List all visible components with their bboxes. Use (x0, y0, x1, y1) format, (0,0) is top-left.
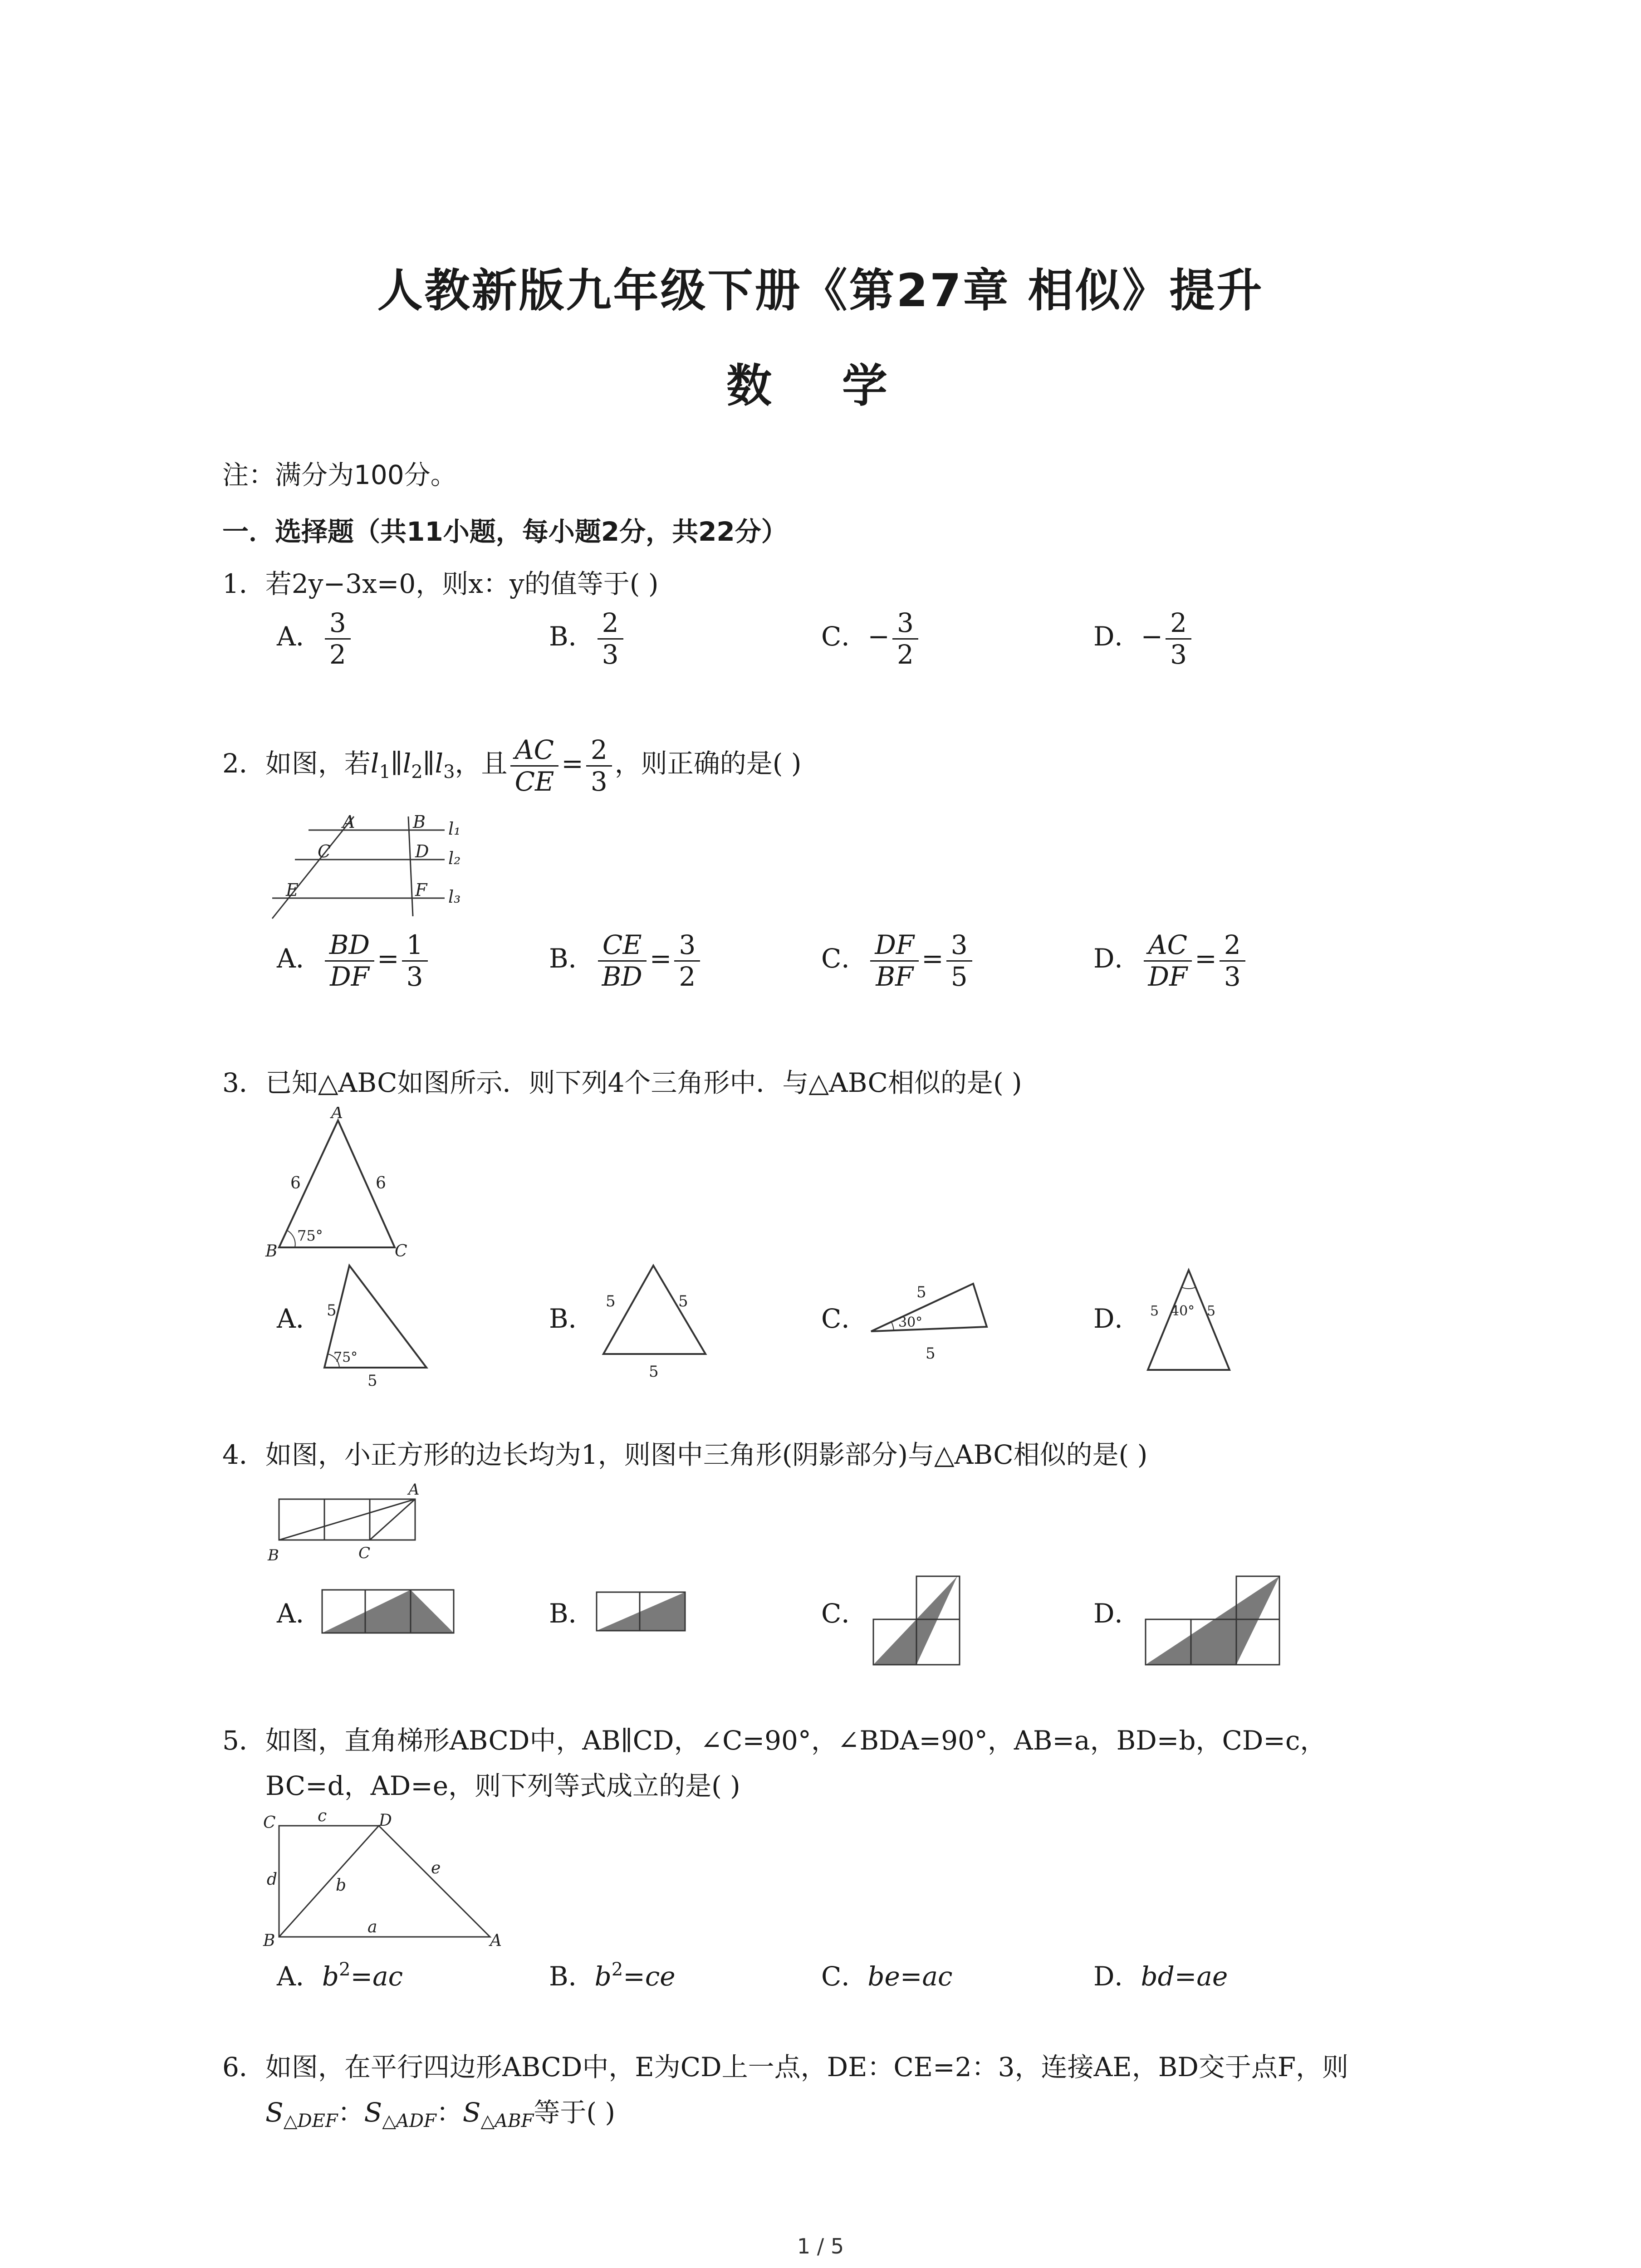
question-5-stem-line-1: 5．如图，直角梯形ABCD中，AB∥CD，∠C=90°，∠BDA=90°，AB=a，BD=b，CD=c， (222, 1725, 1327, 1756)
q4-option-a-figure (318, 1583, 463, 1637)
q3-label-c: C (395, 1242, 407, 1261)
q2-label-l3: l₃ (448, 887, 461, 907)
q3-option-b-triangle (585, 1256, 721, 1388)
q5-option-c: C．be=ac (821, 1961, 953, 1992)
section-heading: 一．选择题（共11小题，每小题2分，共22分） (222, 516, 788, 547)
q1-option-c: C．− $\frac{3}{2}$ (821, 608, 921, 670)
q3-side-ab: 6 (290, 1174, 301, 1193)
score-note: 注：满分为100分。 (222, 459, 457, 490)
q3-b-side-2: 5 (678, 1292, 688, 1310)
q3-option-d-label: D． (1093, 1303, 1141, 1334)
q3-triangle-abc-figure (259, 1107, 413, 1261)
q3-a-side-1: 5 (327, 1301, 337, 1320)
q5-option-b: B．$b^2=ce$ (549, 1959, 676, 1992)
q3-angle-b: 75° (297, 1227, 323, 1244)
q2-label-b: B (413, 812, 426, 832)
q5-side-a: a (367, 1918, 377, 1936)
q4-option-b-label: B． (549, 1598, 595, 1629)
q3-d-angle: 40° (1171, 1303, 1195, 1319)
q2-label-l2: l₂ (448, 848, 461, 868)
q4-label-a: A (408, 1481, 420, 1499)
q4-grid-abc-figure (259, 1474, 440, 1569)
question-3-stem: 3．已知△ABC如图所示．则下列4个三角形中．与△ABC相似的是( ) (222, 1067, 1022, 1098)
question-6-stem-line-1: 6．如图，在平行四边形ABCD中，E为CD上一点，DE：CE=2：3，连接AE，BD交于点F，则 (222, 2052, 1349, 2082)
q4-option-d-figure (1141, 1569, 1286, 1669)
q5-option-a: A．$b^2=ac$ (277, 1959, 403, 1992)
q3-option-c-label: C． (821, 1303, 868, 1334)
question-4-stem: 4．如图，小正方形的边长均为1，则图中三角形(阴影部分)与△ABC相似的是( ) (222, 1439, 1148, 1470)
q2-label-a: A (343, 812, 355, 832)
q2-option-a: A． $\frac{BD}{DF}$ = $\frac{1}{3}$ (277, 930, 431, 992)
page-number: 1 / 5 (797, 2234, 844, 2258)
q3-a-side-2: 5 (367, 1372, 377, 1388)
q1-option-d: D．− $\frac{2}{3}$ (1093, 608, 1194, 670)
q3-option-b-label: B． (549, 1303, 595, 1334)
q3-a-angle: 75° (333, 1349, 358, 1365)
q3-d-side-1: 5 (1150, 1303, 1159, 1319)
q3-label-b: B (265, 1242, 278, 1261)
q5-label-b: B (263, 1931, 275, 1950)
q2-label-f: F (415, 880, 427, 900)
q5-label-a: A (490, 1931, 502, 1950)
q3-d-side-2: 5 (1207, 1303, 1216, 1319)
q2-option-c: C． $\frac{DF}{BF}$ = $\frac{3}{5}$ (821, 930, 975, 992)
q3-option-d-triangle (1139, 1261, 1248, 1379)
q5-side-e: e (431, 1859, 441, 1877)
q2-option-d: D． $\frac{AC}{DF}$ = $\frac{2}{3}$ (1093, 930, 1248, 992)
q3-c-side-1: 5 (916, 1283, 926, 1301)
q4-option-a-label: A． (277, 1598, 322, 1629)
question-5-stem-line-2: BC=d，AD=e，则下列等式成立的是( ) (265, 1770, 740, 1801)
document-title: 人教新版九年级下册《第27章 相似》提升 (377, 264, 1264, 317)
q4-option-d-label: D． (1093, 1598, 1141, 1629)
document-subtitle: 数 学 (726, 359, 915, 412)
q5-side-b: b (336, 1876, 347, 1895)
q3-c-side-2: 5 (926, 1344, 936, 1363)
q2-label-l1: l₁ (448, 819, 461, 839)
question-6-stem-line-2: $S_{\triangle DEF}$：$S_{\triangle ADF}$：$S_{\triangle ABF}$等于( ) (265, 2097, 616, 2131)
q4-option-b-figure (592, 1588, 692, 1633)
q4-option-c-figure (869, 1569, 969, 1669)
q2-label-c: C (318, 841, 331, 861)
q4-label-b: B (268, 1546, 279, 1564)
q3-b-side-1: 5 (606, 1292, 616, 1310)
q5-side-c: c (318, 1810, 327, 1825)
q5-option-d: D．bd=ae (1093, 1961, 1228, 1992)
q3-option-c-triangle (862, 1266, 1007, 1370)
q5-side-d: d (267, 1870, 278, 1889)
q5-label-c: C (263, 1813, 276, 1832)
q1-option-a: A． $\frac{3}{2}$ (277, 608, 353, 670)
q4-option-c-label: C． (821, 1598, 868, 1629)
q5-label-d: D (379, 1811, 392, 1830)
question-2-stem: 2．如图，若$l_1\parallel l_2\parallel l_3$，且 $\frac{AC}{CE}$ = $\frac{2}{3}$ ，则正确的是( ) (222, 734, 802, 797)
q5-trapezoid-figure (259, 1810, 513, 1950)
q1-option-b: B． $\frac{2}{3}$ (549, 608, 626, 670)
q3-b-side-3: 5 (649, 1363, 659, 1381)
question-1-stem: 1．若2y−3x=0，则x：y的值等于( ) (222, 568, 659, 599)
q2-label-e: E (286, 880, 299, 900)
q3-option-a-triangle (313, 1256, 440, 1388)
q3-option-a-label: A． (277, 1303, 322, 1334)
q3-label-a: A (331, 1107, 343, 1122)
q2-option-b: B． $\frac{CE}{BD}$ = $\frac{3}{2}$ (549, 930, 703, 992)
q4-label-c: C (358, 1544, 371, 1562)
q2-parallel-lines-figure (254, 812, 508, 925)
q2-label-d: D (415, 841, 429, 861)
q3-side-ac: 6 (376, 1174, 386, 1193)
q3-c-angle: 30° (898, 1315, 923, 1330)
